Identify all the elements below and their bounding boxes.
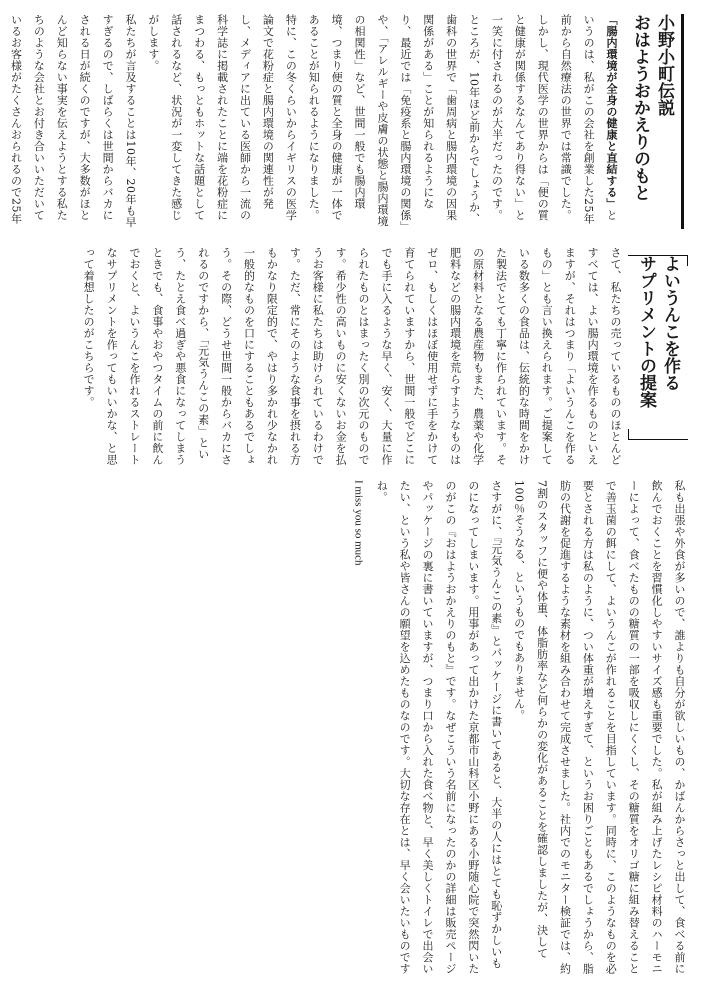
paragraph-5: さすがに、『元気うんこの素』とパッケージに書いてあると、大半の人にはとても恥ずかしいものになってしまいます。用事があって出かけた京都市山科区小野にある小野随心院で突然閃いたのがこの『おはようおかえりのもと』です。なぜこういう名前になったのかの詳細は販売ページやパッケージの裏に書いていますが、つまり口から入れた食べ物と、早く美しくトイレで出会いたい、という私や皆さんの願望を込めたものなのです。大切な存在とは、早く会いたいものですね。 xyxy=(375,480,503,975)
paragraph-1: というのは、私がこの会社を創業した25年前から自然療法の世界では常識でした。しかし、現代医学の世界からは「便の質と健康が関係するなんてあり得ない」と一笑に付されるのが大半だったのです。ところが、10年ほど前からでしょうか、歯科の世界で「歯周病と腸内環境の因果関係がある」ことが知られるようになり、最近では「免疫系と腸内環境の関係」や、「アレルギーや皮膚の状態と腸内環境の相関性」など、世間一般でも腸内環境、つまり便の質と全身の健康が一体であることが知られるようになりました。特に、この冬くらいからイギリスの医学論文で花粉症と腸内環境の関連性が発し、メディアに出ている医師から一流の科学誌に掲載されたことに端を花粉症にまつわる、もっともホットな話題として話されるなど、状況が一変してきた感じがします。 xyxy=(146,14,618,227)
lead-quote: 「腸内環境が全身の健康と直結する」 xyxy=(605,14,618,210)
paragraph-4: 私も出張や外食が多いので、誰よりも自分が欲しいもの、かばんからさっと出して、食べる前に飲んでおくことを習慣化しやすいサイズ感も重要でした。私が組み上げたレシピ材料のハーモニーによって、食べたものの糖質の一部を吸収しにくくし、その糖質をオリゴ糖に組み替えることで善玉菌の餌にして、よいうんこが作れることを目指しています。同時に、このようなものを必要とされる方は私のように、つい体重が増えすぎて、というお困りごともあるでしょうから、脂肪の代謝を促進するような素材を組み合わせて完成させました。社内でのモニター検証では、約7割のスタッフに便や体重、体脂肪率など何らかの変化があることを確認しましたが、決して100％そうなる、というものでもありません。 xyxy=(512,480,686,975)
section-heading-line-2: サプリメントの提案 xyxy=(636,255,656,408)
section-heading-line-1: よいうんこを作る xyxy=(660,255,680,391)
paragraph-2: 私たちが言及することは10年、20年も早すぎるので、しばらくは世間からバカにされる日が続くのですが、大多数がほとんど知らない事実を伝えようとする私たちのような会社とお付き合いいただいているお客様がたくさんおられるので25年 xyxy=(9,14,137,228)
body-column-top xyxy=(0,14,622,229)
heading-bracket-bottom xyxy=(628,429,688,440)
body-column-middle xyxy=(76,247,626,467)
article-title xyxy=(628,14,684,229)
section-heading xyxy=(632,255,684,440)
title-line-2: おはようおかえりのもと xyxy=(630,14,650,201)
tier-middle xyxy=(12,247,690,467)
signature: I miss you so much xyxy=(352,480,365,566)
heading-bracket-top xyxy=(628,255,688,266)
tier-top xyxy=(9,14,690,229)
body-column-bottom xyxy=(369,480,690,980)
tier-bottom xyxy=(12,480,690,980)
paragraph-3: さて、私たちの売っているもののほとんどすべては、よい腸内環境を作るものといえますが、それはつまり「よいうんこを作るもの」とも言い換えられます。ご提案している数多くの食品は、伝統的な時間をかけた製法でとても丁寧に作られています。その原材料となる農産物もまた、農薬や化学肥料などの腸内環境を荒らすようなものはゼロ、もしくはほぼ使用せずに手をかけて育てられていますから、世間一般でどこにでも手に入るような早く、安く、大量に作られたものとはまったく別の次元のものです。希少性の高いものに安くないお金を払うお客様に私たちは助けられているわけです。ただ、常にそのような食事を摂れる方もかなり限定的で、やはり多かれ少なかれ一般的なものを口にすることもあるでしょう。その際、どうせ世間一般からバカにされるのですから、「元気うんこの素」という、たとえ食べ過ぎや悪食になってしまうときでも、食事やおやつタイムの前に飲んでおくと、よいうんこを作れるストレートなサプリメントを作ってもいいかな、と思って着想したのがこちらです。 xyxy=(82,247,622,466)
title-line-1: 小野小町伝説 xyxy=(654,14,674,116)
